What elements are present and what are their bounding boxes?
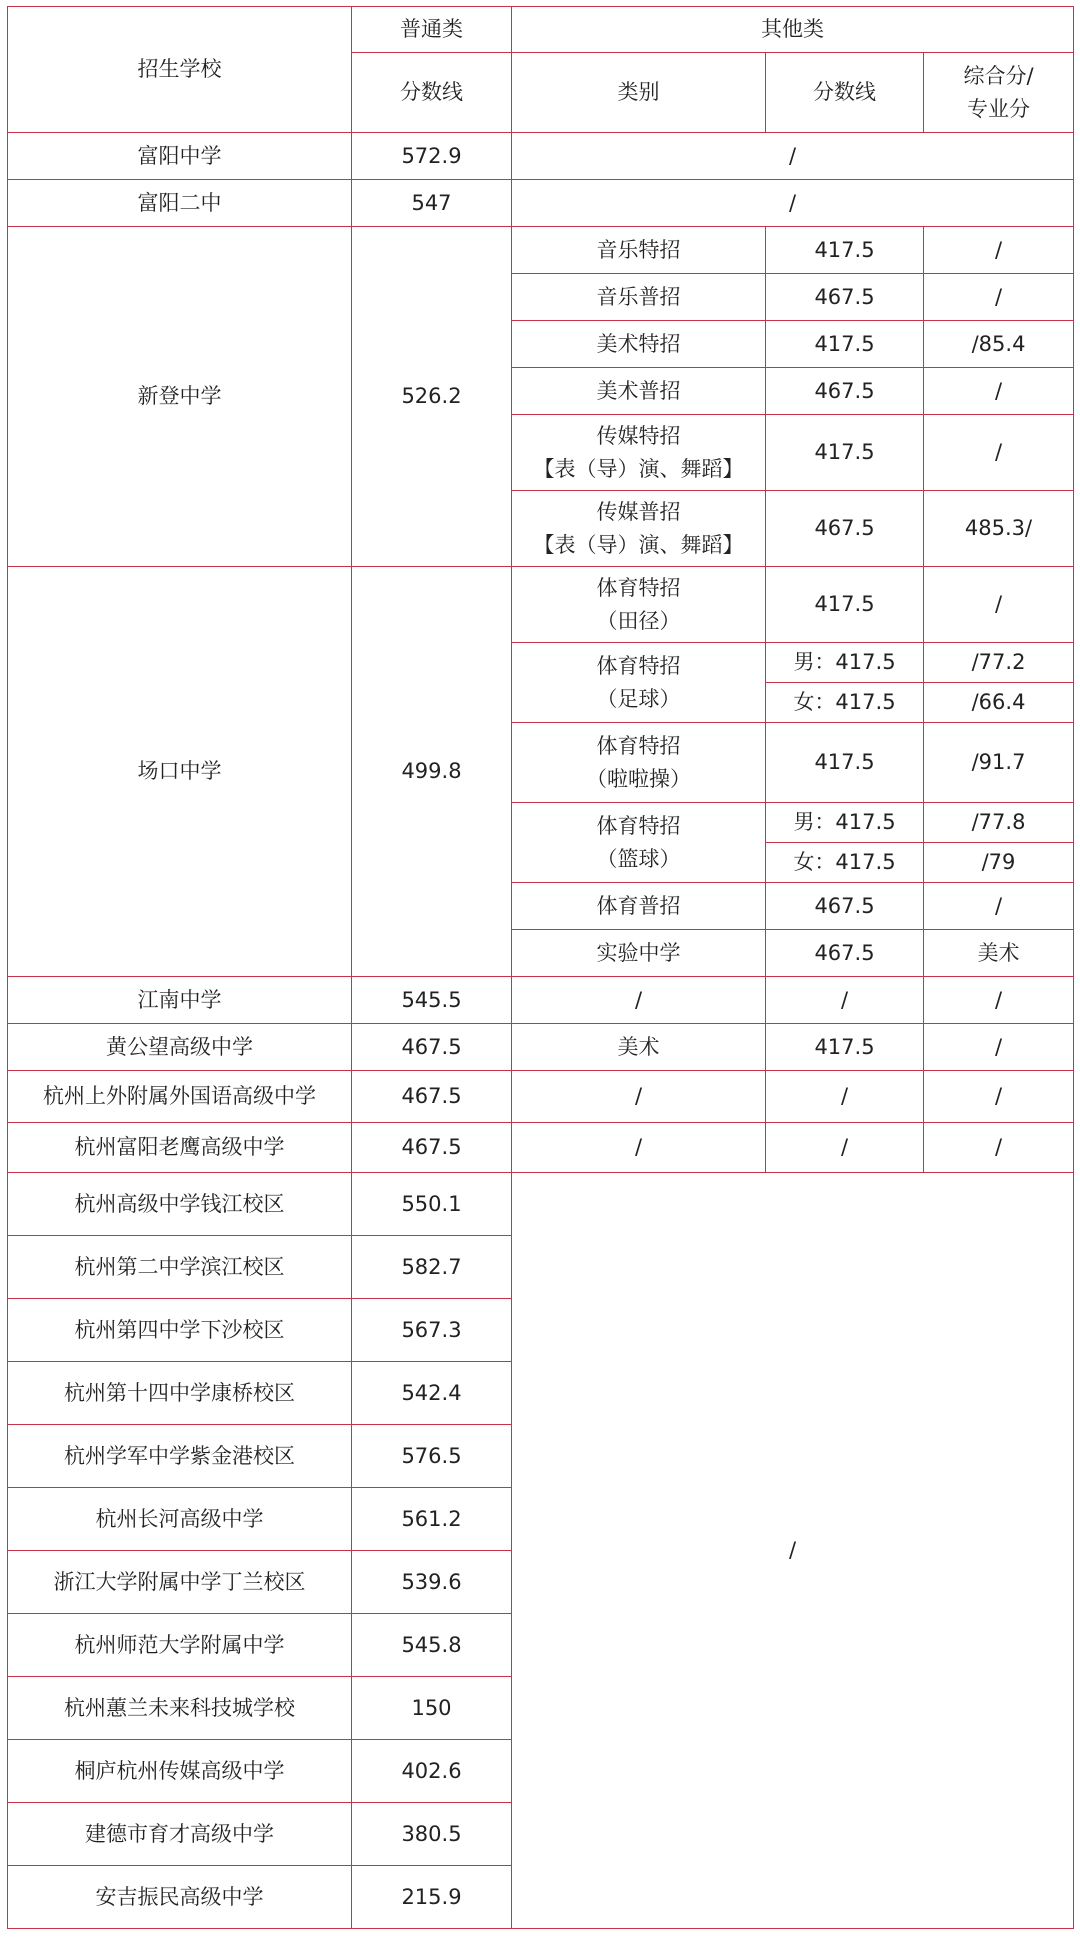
school-name: 杭州富阳老鹰高级中学	[8, 1123, 352, 1173]
other-score: 467.5	[766, 491, 924, 567]
composite-score: /	[924, 415, 1074, 491]
header-school: 招生学校	[8, 7, 352, 133]
composite-score: /91.7	[924, 723, 1074, 803]
category	[512, 643, 766, 723]
general-score: 545.8	[352, 1614, 512, 1677]
category: 音乐特招	[512, 227, 766, 274]
composite-score: /	[924, 1071, 1074, 1123]
general-score: 467.5	[766, 930, 924, 977]
school-name: 杭州蕙兰未来科技城学校	[8, 1677, 352, 1740]
header-composite	[924, 53, 1074, 133]
header-composite-line2: 专业分	[967, 96, 1031, 121]
composite-score-female: /66.4	[924, 683, 1074, 723]
composite-score: /	[924, 977, 1074, 1024]
header-general: 普通类	[352, 7, 512, 53]
composite-score: /85.4	[924, 321, 1074, 368]
category-line1: 体育特招	[596, 813, 681, 838]
general-score: 467.5	[352, 1024, 512, 1071]
composite-score-female: /79	[924, 843, 1074, 883]
school-name: 富阳中学	[8, 133, 352, 180]
composite-score: 485.3/	[924, 491, 1074, 567]
general-score: 215.9	[352, 1866, 512, 1929]
general-score: 572.9	[352, 133, 512, 180]
category-line1: 传媒特招	[596, 423, 681, 448]
other-score: /	[766, 1123, 924, 1173]
school-name: 桐庐杭州传媒高级中学	[8, 1740, 352, 1803]
header-other: 其他类	[512, 7, 1074, 53]
header-category: 类别	[512, 53, 766, 133]
general-score: 542.4	[352, 1362, 512, 1425]
category: 体育普招	[512, 883, 766, 930]
general-score: 582.7	[352, 1236, 512, 1299]
composite-score: /	[924, 1024, 1074, 1071]
composite-score: /	[924, 1123, 1074, 1173]
composite-score: /	[924, 274, 1074, 321]
school-name: 新登中学	[8, 227, 352, 567]
header-score-line: 分数线	[352, 53, 512, 133]
category: 美术	[924, 930, 1074, 977]
category-line2: （啦啦操）	[586, 766, 691, 791]
table-row	[8, 1024, 1074, 1071]
category-line1: 体育特招	[596, 653, 681, 678]
category: 美术	[512, 1024, 766, 1071]
category-line2: 【表（导）演、舞蹈】	[533, 456, 744, 481]
school-name: 黄公望高级中学	[8, 1024, 352, 1071]
other-score-male: 男：417.5	[766, 643, 924, 683]
other-score-female: 女：417.5	[766, 843, 924, 883]
table-row	[8, 1071, 1074, 1123]
category: /	[512, 1071, 766, 1123]
admission-score-table	[7, 6, 1074, 1929]
category: 美术普招	[512, 368, 766, 415]
category-line2: （田径）	[596, 608, 681, 633]
other-merged-cell: /	[512, 1173, 1074, 1929]
table-row	[8, 977, 1074, 1024]
other-cell: /	[512, 133, 1074, 180]
school-name: 杭州上外附属外国语高级中学	[8, 1071, 352, 1123]
other-score: 467.5	[766, 368, 924, 415]
header-composite-line1: 综合分/	[963, 63, 1034, 88]
category-line2: 【表（导）演、舞蹈】	[533, 532, 744, 557]
composite-score-male: /77.2	[924, 643, 1074, 683]
general-score: 561.2	[352, 1488, 512, 1551]
school-name: 杭州学军中学紫金港校区	[8, 1425, 352, 1488]
school-name: 建德市育才高级中学	[8, 1803, 352, 1866]
category	[512, 415, 766, 491]
school-name: 杭州师范大学附属中学	[8, 1614, 352, 1677]
school-name: 杭州第二中学滨江校区	[8, 1236, 352, 1299]
general-score: 402.6	[352, 1740, 512, 1803]
category	[512, 491, 766, 567]
general-score: 467.5	[352, 1071, 512, 1123]
category-line2: （足球）	[596, 686, 681, 711]
other-score: 417.5	[766, 723, 924, 803]
school-name: 杭州第十四中学康桥校区	[8, 1362, 352, 1425]
table-row	[8, 1123, 1074, 1173]
other-score: /	[766, 1071, 924, 1123]
general-score: 526.2	[352, 227, 512, 567]
other-score: 417.5	[766, 415, 924, 491]
composite-score: /	[924, 368, 1074, 415]
category-line1: 体育特招	[596, 575, 681, 600]
other-score-female: 女：417.5	[766, 683, 924, 723]
general-score: 550.1	[352, 1173, 512, 1236]
other-score: 417.5	[766, 321, 924, 368]
category	[512, 803, 766, 883]
category: /	[512, 1123, 766, 1173]
general-score: 547	[352, 180, 512, 227]
category-line1: 传媒普招	[596, 499, 681, 524]
school-name: 杭州高级中学钱江校区	[8, 1173, 352, 1236]
school-name: 江南中学	[8, 977, 352, 1024]
school-name: 杭州第四中学下沙校区	[8, 1299, 352, 1362]
composite-score: /	[924, 883, 1074, 930]
school-name: 场口中学	[8, 567, 352, 977]
general-score: 567.3	[352, 1299, 512, 1362]
table-row	[8, 180, 1074, 227]
composite-score: /	[924, 227, 1074, 274]
table-row	[8, 133, 1074, 180]
table-row	[8, 227, 1074, 274]
other-score: 467.5	[766, 274, 924, 321]
category: 美术特招	[512, 321, 766, 368]
other-score: 417.5	[766, 1024, 924, 1071]
other-score: /	[766, 977, 924, 1024]
general-score: 150	[352, 1677, 512, 1740]
other-score: 467.5	[766, 883, 924, 930]
composite-score: /	[924, 567, 1074, 643]
table-row	[8, 1173, 1074, 1236]
general-score: 499.8	[352, 567, 512, 977]
category: 音乐普招	[512, 274, 766, 321]
school-name: 浙江大学附属中学丁兰校区	[8, 1551, 352, 1614]
composite-score-male: /77.8	[924, 803, 1074, 843]
header-other-score-line: 分数线	[766, 53, 924, 133]
general-score: 467.5	[352, 1123, 512, 1173]
school-name: 富阳二中	[8, 180, 352, 227]
general-score: 380.5	[352, 1803, 512, 1866]
category-line2: （篮球）	[596, 846, 681, 871]
general-score: 539.6	[352, 1551, 512, 1614]
general-score: 545.5	[352, 977, 512, 1024]
school-name: 安吉振民高级中学	[8, 1866, 352, 1929]
other-score-male: 男：417.5	[766, 803, 924, 843]
general-score: 576.5	[352, 1425, 512, 1488]
other-score: 417.5	[766, 567, 924, 643]
category: /	[512, 977, 766, 1024]
other-cell: /	[512, 180, 1074, 227]
category	[512, 723, 766, 803]
table-row	[8, 567, 1074, 643]
school-name: 杭州长河高级中学	[8, 1488, 352, 1551]
school-name: 实验中学	[512, 930, 766, 977]
category	[512, 567, 766, 643]
other-score: 417.5	[766, 227, 924, 274]
category-line1: 体育特招	[596, 733, 681, 758]
